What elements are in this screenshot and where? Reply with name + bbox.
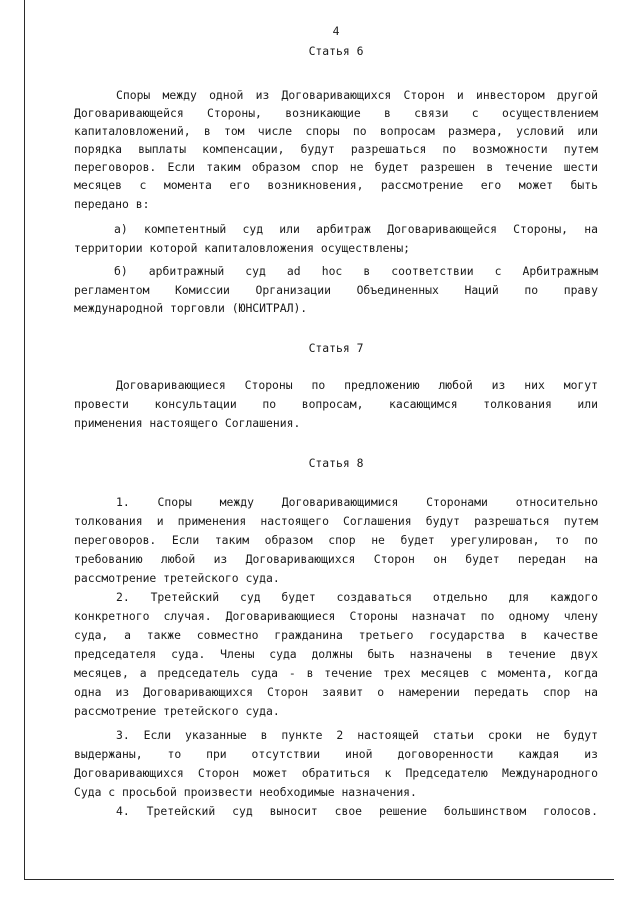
- text-line: территории которой капиталовложения осуществлены;: [74, 241, 411, 255]
- text-line: переговоров. Если таким образом спор не будет разрешен в течение шести: [74, 160, 598, 174]
- text-line: провести консультации по вопросам, касающимся толкования или: [74, 397, 598, 411]
- text-line: председателя суда. Члены суда должны быть назначены в течение двух: [74, 647, 598, 661]
- article-7-heading: Статья 7: [308, 341, 364, 355]
- text-line: Споры между одной из Договаривающихся Сторон и инвестором другой: [116, 88, 598, 102]
- page-left-border: [24, 0, 25, 880]
- text-line: месяцев, а председатель суда - в течение трех месяцев с момента, когда: [74, 666, 598, 680]
- text-line: капиталовложений, в том числе споры по вопросам размера, условий или: [74, 124, 598, 138]
- text-line: толкования и применения настоящего Соглашения будут разрешаться путем: [74, 514, 598, 528]
- text-line: одна из Договаривающихся Сторон заявит о намерении передать спор на: [74, 685, 598, 699]
- text-line: регламентом Комиссии Организации Объединенных Наций по праву: [74, 283, 598, 297]
- article-6-heading: Статья 6: [308, 44, 364, 58]
- text-line: Договаривающихся Сторон может обратиться к Председателю Международного: [74, 766, 598, 780]
- text-line: рассмотрение третейского суда.: [74, 704, 280, 718]
- text-line: суда, а также совместно гражданина третьего государства в качестве: [74, 628, 598, 642]
- text-line: выдержаны, то при отсутствии иной договоренности каждая из: [74, 747, 598, 761]
- text-line: а) компетентный суд или арбитраж Договаривающейся Стороны, на: [114, 222, 598, 236]
- text-line: переговоров. Если таким образом спор не будет урегулирован, то по: [74, 533, 598, 547]
- text-line: применения настоящего Соглашения.: [74, 416, 301, 430]
- text-line: Договаривающиеся Стороны по предложению любой из них могут: [116, 378, 598, 392]
- text-line: передано в:: [74, 197, 150, 211]
- text-line: международной торговли (ЮНСИТРАЛ).: [74, 301, 308, 315]
- text-line: 3. Если указанные в пункте 2 настоящей статьи сроки не будут: [116, 728, 598, 742]
- text-line: рассмотрение третейского суда.: [74, 571, 280, 585]
- text-line: месяцев с момента его возникновения, рассмотрение его может быть: [74, 178, 598, 192]
- document-page: [74, 0, 598, 905]
- text-line: порядка выплаты компенсации, будут разрешаться по возможности путем: [74, 142, 598, 156]
- article-8-heading: Статья 8: [308, 456, 364, 470]
- text-line: Суда с просьбой произвести необходимые назначения.: [74, 785, 417, 799]
- text-line: 4. Третейский суд выносит свое решение большинством голосов.: [116, 804, 598, 818]
- text-line: конкретного случая. Договаривающиеся Стороны назначат по одному члену: [74, 609, 598, 623]
- text-line: 1. Споры между Договаривающимися Сторонами относительно: [116, 495, 598, 509]
- page-number: 4: [332, 24, 340, 38]
- text-line: б) арбитражный суд ad hoc в соответствии с Арбитражным: [114, 264, 598, 278]
- text-line: Договаривающейся Стороны, возникающие в связи с осуществлением: [74, 106, 598, 120]
- text-line: требованию любой из Договаривающихся Сторон он будет передан на: [74, 552, 598, 566]
- text-line: 2. Третейский суд будет создаваться отдельно для каждого: [116, 590, 598, 604]
